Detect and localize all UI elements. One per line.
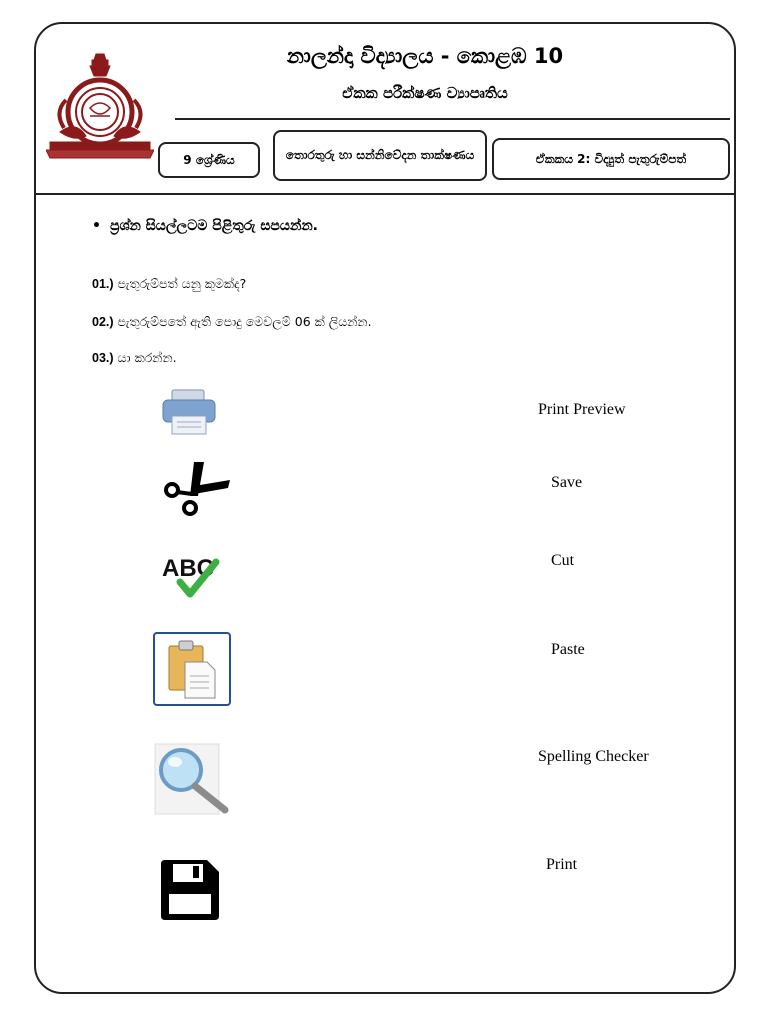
test-subtitle: ඒකක පරීක්ෂණ ව්‍යාපෘතිය xyxy=(342,84,508,102)
grade-box xyxy=(158,142,260,178)
school-title: නාලන්දා විද්‍යාලය - කොළඹ 10 xyxy=(286,44,564,68)
match-label-print-preview: Print Preview xyxy=(538,401,626,418)
floppy-save-icon xyxy=(157,858,223,922)
grade-label: 9 ශ්‍රේණිය xyxy=(183,152,235,167)
question-number: 03.) xyxy=(92,351,114,365)
match-label-save: Save xyxy=(551,474,583,491)
scissors-icon xyxy=(160,456,232,520)
question-2 xyxy=(92,314,372,330)
question-number: 02.) xyxy=(92,315,114,329)
unit-label: ඒකකය 2: විද්‍යුත් පැතුරුම්පත් xyxy=(535,151,687,166)
match-label-print: Print xyxy=(546,856,578,873)
unit-box xyxy=(492,138,730,180)
question-text: පැතුරුම්පතේ ඇති පොදු මෙවලම් 06 ක් ලියන්න. xyxy=(117,314,372,329)
abc-spellcheck-icon xyxy=(160,548,226,600)
match-label-paste: Paste xyxy=(551,641,585,658)
question-number: 01.) xyxy=(92,277,114,291)
header-separator xyxy=(34,193,736,195)
question-3 xyxy=(92,350,177,366)
magnifier-preview-icon xyxy=(153,740,233,816)
clipboard-paste-icon xyxy=(153,632,231,706)
school-crest-logo xyxy=(46,50,154,160)
bullet-point: • xyxy=(92,218,101,234)
instruction xyxy=(92,218,318,234)
question-1 xyxy=(92,276,246,292)
printer-icon xyxy=(160,388,218,438)
question-text: පැතුරුම්පත් යනු කුමක්ද? xyxy=(117,276,247,291)
instruction-text: ප්‍රශ්න සියල්ලටම පිළිතුරු සපයන්න. xyxy=(110,218,319,234)
subject-box xyxy=(273,130,487,181)
match-label-cut: Cut xyxy=(551,552,575,569)
title-underline xyxy=(175,118,730,120)
match-label-spelling-checker: Spelling Checker xyxy=(538,748,649,765)
question-text: යා කරන්න. xyxy=(117,350,177,365)
subject-label: තොරතුරු හා සන්නිවේදන තාක්ෂණය xyxy=(285,148,475,163)
abc-text: ABC xyxy=(162,555,214,582)
